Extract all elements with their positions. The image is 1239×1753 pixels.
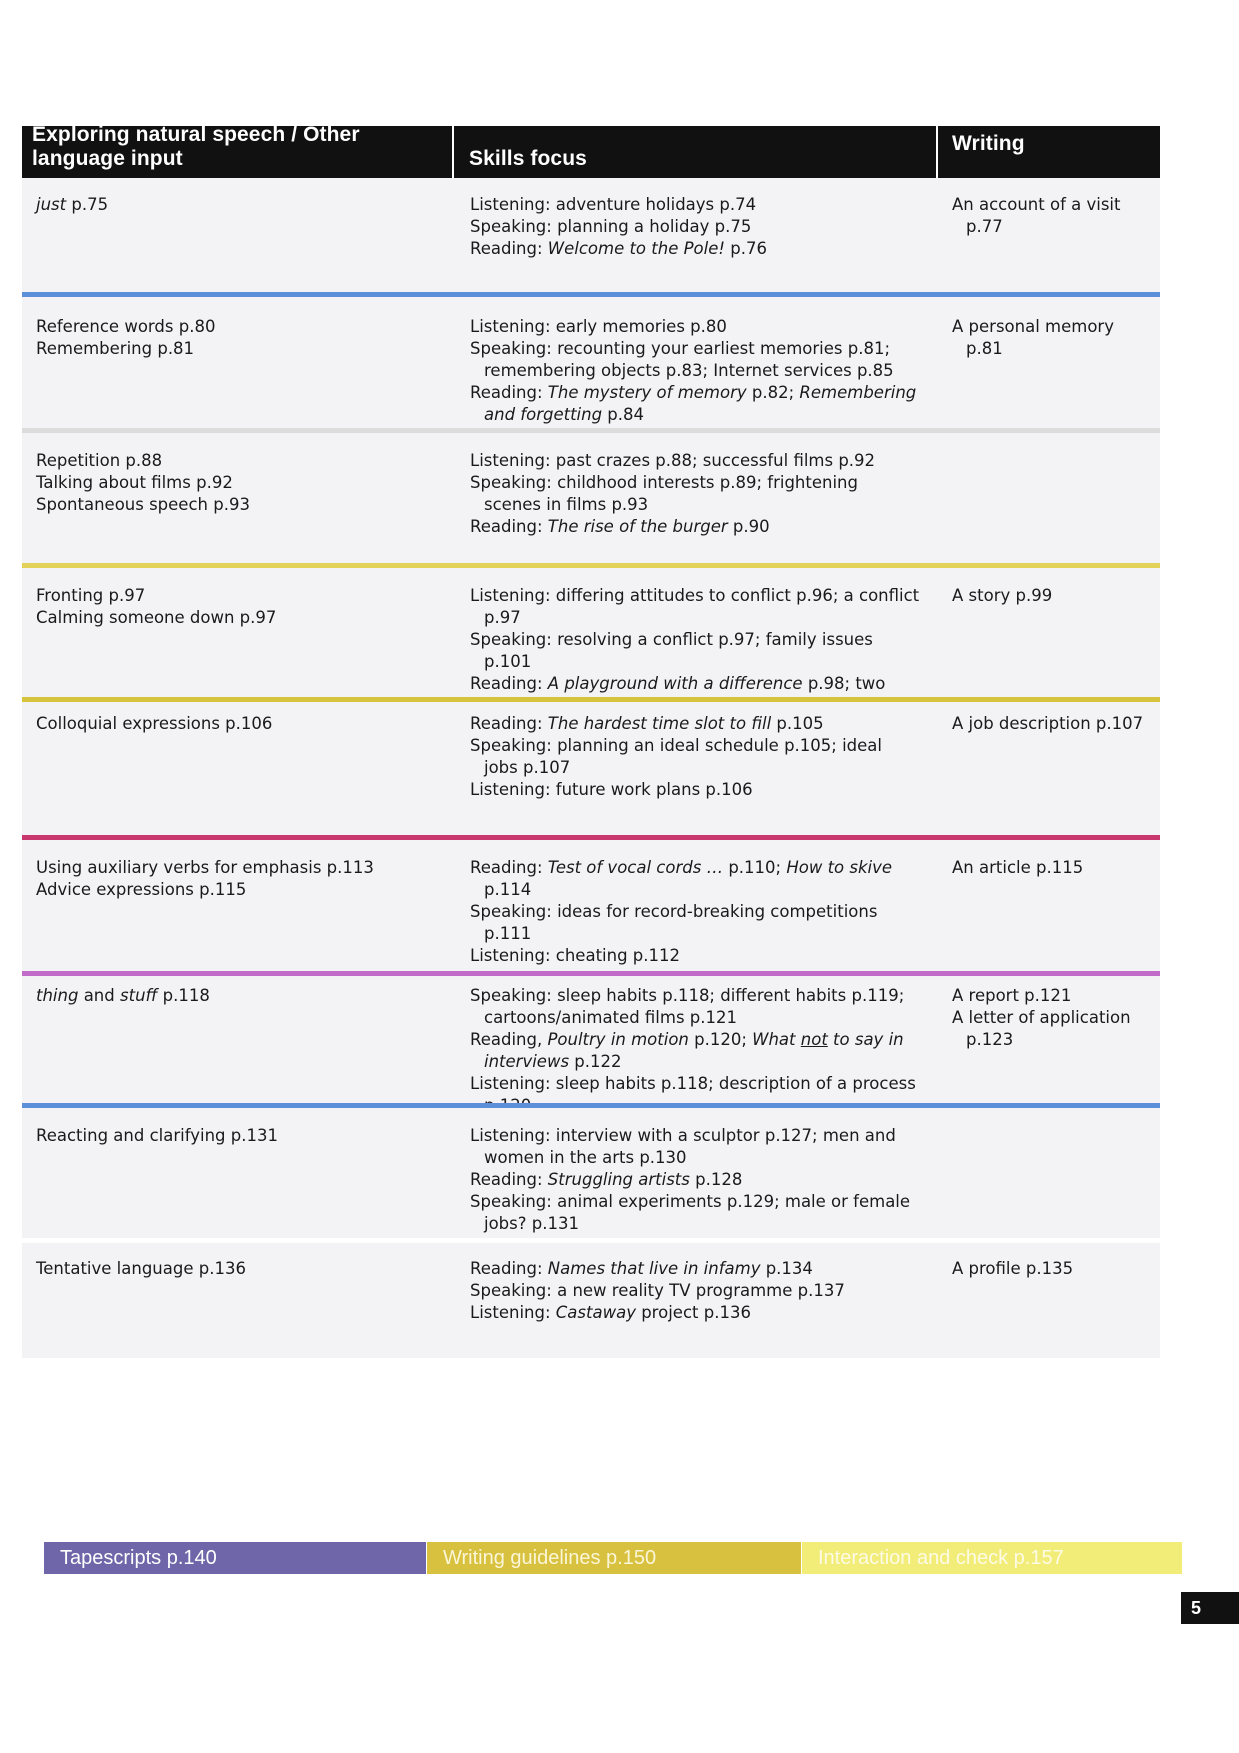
text-segment: p.122	[569, 1052, 622, 1071]
table-row	[22, 1103, 1160, 1238]
text-segment: Reading:	[470, 858, 548, 877]
language-input-cell	[36, 857, 436, 901]
text-segment: Listening: future work plans p.106	[470, 780, 753, 799]
language-input-cell	[36, 450, 436, 516]
text-segment: p.98; two	[807, 674, 886, 693]
skills-focus-cell	[470, 985, 920, 1117]
skills-focus-item	[470, 735, 920, 779]
language-input-item	[36, 1125, 436, 1147]
text-segment: Welcome to the Pole!	[547, 239, 725, 258]
skills-focus-cell	[470, 450, 920, 538]
language-input-item	[36, 857, 436, 879]
skills-focus-cell	[470, 316, 920, 426]
text-segment: Speaking: ideas for record-breaking competitions p.111	[470, 902, 878, 943]
row-divider	[22, 697, 1160, 702]
text-segment: p.76	[725, 239, 767, 258]
skills-focus-item	[470, 629, 920, 673]
skills-focus-item	[470, 472, 920, 516]
text-segment: Poultry in motion	[547, 1030, 689, 1049]
language-input-item	[36, 879, 436, 901]
header-input: Exploring natural speech / Other language input	[22, 126, 454, 178]
text-segment: p.128	[689, 1170, 743, 1189]
table-row	[22, 292, 1160, 428]
skills-focus-item	[470, 1302, 920, 1324]
writing-item: A letter of application p.123	[952, 1008, 1131, 1049]
table-row	[22, 697, 1160, 835]
skills-focus-item	[470, 1169, 920, 1191]
page-number: 5	[1181, 1592, 1239, 1624]
skills-focus-item	[470, 1280, 920, 1302]
language-input-cell	[36, 985, 436, 1007]
skills-focus-item	[470, 450, 920, 472]
text-segment: What	[752, 1030, 801, 1049]
skills-focus-item	[470, 945, 920, 967]
text-segment: Advice expressions p.115	[36, 880, 247, 899]
text-segment: How to skive	[786, 858, 893, 877]
header-skills: Skills focus	[456, 126, 938, 178]
writing-item: An article p.115	[952, 858, 1084, 877]
writing-item: An account of a visit p.77	[952, 195, 1121, 236]
language-input-item	[36, 1258, 436, 1280]
writing-guidelines-link[interactable]: Writing guidelines p.150	[427, 1542, 801, 1574]
text-segment: Reading:	[470, 674, 548, 693]
language-input-item	[36, 450, 436, 472]
language-input-cell	[36, 585, 436, 629]
text-segment: to say in interviews	[484, 1030, 904, 1071]
skills-focus-item	[470, 516, 920, 538]
language-input-item	[36, 713, 436, 735]
row-divider	[22, 1238, 1160, 1243]
text-segment: Reading:	[470, 1259, 548, 1278]
header-writing: Writing	[952, 132, 1025, 155]
text-segment: Tentative language p.136	[36, 1259, 246, 1278]
table-row	[22, 1238, 1160, 1358]
skills-focus-cell	[470, 857, 920, 967]
row-divider	[22, 563, 1160, 568]
text-segment: Speaking: recounting your earliest memories p.81; remembering objects p.83; Internet services p.85	[470, 339, 894, 380]
skills-focus-item	[470, 382, 920, 426]
text-segment: Names that live in infamy	[547, 1259, 761, 1278]
text-segment: project p.136	[635, 1303, 751, 1322]
skills-focus-cell	[470, 194, 920, 260]
language-input-item	[36, 338, 436, 360]
skills-focus-item	[470, 316, 920, 338]
text-segment: Speaking: animal experiments p.129; male or female jobs? p.131	[470, 1192, 911, 1233]
skills-focus-item	[470, 779, 920, 801]
skills-focus-item	[470, 238, 920, 260]
language-input-cell	[36, 194, 436, 216]
language-input-item	[36, 607, 436, 629]
text-segment: not	[800, 1030, 828, 1049]
row-divider	[22, 428, 1160, 433]
text-segment: Speaking: sleep habits p.118; different habits p.119; cartoons/animated films p.121	[470, 986, 905, 1027]
language-input-item	[36, 316, 436, 338]
table-header	[22, 123, 1160, 178]
skills-focus-item	[470, 857, 920, 901]
text-segment: p.110;	[723, 858, 787, 877]
text-segment: Using auxiliary verbs for emphasis p.113	[36, 858, 374, 877]
table-row	[22, 563, 1160, 697]
text-segment: p.118	[157, 986, 210, 1005]
skills-focus-item	[470, 713, 920, 735]
text-segment: Speaking: planning a holiday p.75	[470, 217, 752, 236]
language-input-item	[36, 194, 436, 216]
text-segment: Listening: early memories p.80	[470, 317, 727, 336]
skills-focus-item	[470, 338, 920, 382]
skills-focus-item	[470, 985, 920, 1029]
text-segment: Speaking: planning an ideal schedule p.105; ideal jobs p.107	[470, 736, 883, 777]
skills-focus-cell	[470, 713, 920, 801]
text-segment: p.134	[760, 1259, 813, 1278]
skills-focus-item	[470, 1191, 920, 1235]
writing-item: A report p.121	[952, 986, 1072, 1005]
text-segment: Speaking: childhood interests p.89; frightening scenes in films p.93	[470, 473, 858, 514]
text-segment: Remembering p.81	[36, 339, 195, 358]
language-input-cell	[36, 316, 436, 360]
text-segment: Listening: differing attitudes to conflict p.96; a conflict p.97	[470, 586, 920, 627]
row-divider	[22, 292, 1160, 297]
writing-cell	[952, 1258, 1152, 1280]
text-segment: The hardest time slot to fill	[547, 714, 772, 733]
text-segment: Reading:	[470, 714, 548, 733]
text-segment: Listening: cheating p.112	[470, 946, 681, 965]
text-segment: and	[78, 986, 120, 1005]
text-segment: Listening: interview with a sculptor p.127; men and women in the arts p.130	[470, 1126, 896, 1167]
text-segment: Reading:	[470, 383, 548, 402]
text-segment: p.120;	[688, 1030, 753, 1049]
text-segment: Reading:	[470, 239, 548, 258]
language-input-cell	[36, 1258, 436, 1280]
language-input-item	[36, 472, 436, 494]
language-input-item	[36, 494, 436, 516]
writing-item: A job description p.107	[952, 714, 1144, 733]
language-input-cell	[36, 713, 436, 735]
text-segment: Castaway	[555, 1303, 636, 1322]
text-segment: Listening: sleep habits p.118; description of a process	[470, 1074, 916, 1093]
text-segment: Listening: adventure holidays p.74	[470, 195, 757, 214]
writing-item: A profile p.135	[952, 1259, 1074, 1278]
text-segment: Listening: past crazes p.88; successful films p.92	[470, 451, 876, 470]
text-segment: Talking about films p.92	[36, 473, 233, 492]
text-segment: Speaking: resolving a conflict p.97; family issues p.101	[470, 630, 873, 671]
language-input-cell	[36, 1125, 436, 1147]
text-segment: Repetition p.88	[36, 451, 163, 470]
tapescripts-link[interactable]: Tapescripts p.140	[44, 1542, 426, 1574]
skills-focus-cell	[470, 1125, 920, 1235]
table-row	[22, 971, 1160, 1103]
text-segment: Calming someone down p.97	[36, 608, 277, 627]
interaction-check-link[interactable]: Interaction and check p.157	[802, 1542, 1182, 1574]
writing-cell	[952, 857, 1152, 879]
skills-focus-item	[470, 194, 920, 216]
text-segment: Spontaneous speech p.93	[36, 495, 250, 514]
table-row	[22, 835, 1160, 971]
text-segment: p.84	[602, 405, 645, 424]
skills-focus-cell	[470, 1258, 920, 1324]
text-segment: p.82;	[746, 383, 800, 402]
text-segment: The mystery of memory	[547, 383, 747, 402]
text-segment: The rise of the burger	[547, 517, 728, 536]
text-segment: Reading:	[470, 1170, 548, 1189]
text-segment: p.90	[727, 517, 770, 536]
language-input-item	[36, 585, 436, 607]
skills-focus-item	[470, 1258, 920, 1280]
text-segment: p.105	[771, 714, 824, 733]
row-divider	[22, 835, 1160, 840]
writing-item: A personal memory p.81	[952, 317, 1114, 358]
skills-focus-item	[470, 216, 920, 238]
text-segment: Colloquial expressions p.106	[36, 714, 273, 733]
text-segment: Test of vocal cords …	[547, 858, 724, 877]
row-divider	[22, 1103, 1160, 1108]
text-segment: Reading:	[470, 517, 548, 536]
text-segment: p.75	[66, 195, 109, 214]
text-segment: Reference words p.80	[36, 317, 216, 336]
text-segment: Reading,	[470, 1030, 548, 1049]
writing-cell	[952, 713, 1152, 735]
writing-cell	[952, 985, 1152, 1051]
text-segment: stuff	[120, 986, 158, 1005]
writing-cell	[952, 585, 1152, 607]
text-segment: thing	[36, 986, 79, 1005]
language-input-item	[36, 985, 436, 1007]
text-segment: p.114	[484, 880, 532, 899]
writing-cell	[952, 316, 1152, 360]
skills-focus-item	[470, 1125, 920, 1169]
row-divider	[22, 971, 1160, 976]
text-segment: Listening:	[470, 1303, 556, 1322]
text-segment: Remembering and forgetting	[484, 383, 917, 424]
text-segment: Reacting and clarifying p.131	[36, 1126, 278, 1145]
text-segment: Struggling artists	[547, 1170, 690, 1189]
text-segment: Fronting p.97	[36, 586, 146, 605]
table-row	[22, 178, 1160, 292]
writing-cell	[952, 194, 1152, 238]
skills-focus-item	[470, 1029, 920, 1073]
text-segment: just	[36, 195, 67, 214]
skills-focus-item	[470, 901, 920, 945]
skills-focus-item	[470, 585, 920, 629]
text-segment: A playground with a difference	[547, 674, 803, 693]
table-row	[22, 428, 1160, 563]
text-segment: Speaking: a new reality TV programme p.137	[470, 1281, 845, 1300]
writing-item: A story p.99	[952, 586, 1053, 605]
